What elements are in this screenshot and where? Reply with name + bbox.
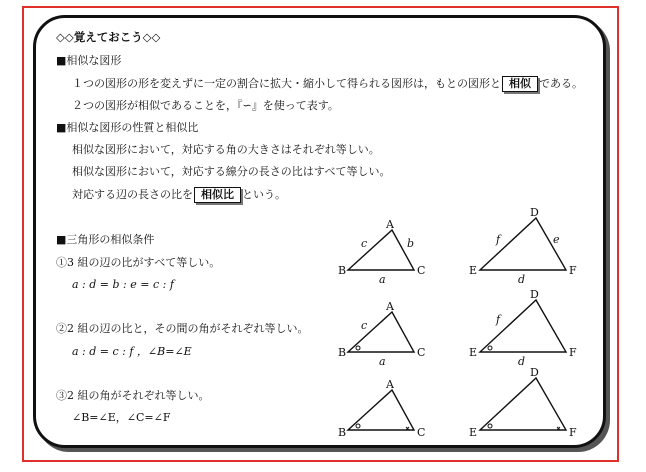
side-a-1: a bbox=[379, 273, 386, 286]
vertex-b-2: B bbox=[338, 346, 347, 359]
keyword-box-ratio: 相似比 bbox=[194, 187, 241, 203]
ratio-text: 対応する辺の長さの比を bbox=[72, 188, 193, 201]
side-f-2: f bbox=[496, 313, 501, 326]
definition-text: １つの図形の形を変えずに一定の割合に拡大・縮小して得られる図形は，もとの図形と bbox=[72, 77, 501, 90]
vertex-e-2: E bbox=[469, 346, 478, 359]
condition-1-formula: a : d = b : e = c : f bbox=[72, 278, 174, 291]
condition-1: ①3 組の辺の比がすべて等しい。 bbox=[56, 256, 221, 269]
property-segments: 相似な図形において，対応する線分の長さの比はすべて等しい。 bbox=[72, 165, 391, 178]
side-a-2: a bbox=[379, 355, 386, 368]
side-c-2: c bbox=[361, 319, 368, 332]
triangle-abc-1 bbox=[348, 230, 414, 270]
ratio-end: という。 bbox=[242, 188, 286, 201]
triangle-def-2 bbox=[480, 300, 566, 352]
vertex-c-3: C bbox=[417, 426, 426, 439]
condition-2: ②2 組の辺の比と，その間の角がそれぞれ等しい。 bbox=[56, 322, 309, 335]
side-d-1: d bbox=[518, 273, 526, 286]
vertex-e-3: E bbox=[469, 426, 478, 439]
heading-similar-figures: ■相似な図形 bbox=[56, 54, 122, 67]
vertex-d-1: D bbox=[530, 206, 539, 219]
vertex-a-1: A bbox=[386, 218, 394, 231]
side-d-2: d bbox=[518, 355, 526, 368]
vertex-f-1: F bbox=[569, 264, 577, 277]
vertex-c-2: C bbox=[417, 346, 426, 359]
vertex-b-3: B bbox=[338, 426, 347, 439]
side-c-1: c bbox=[361, 237, 368, 250]
vertex-f-3: F bbox=[569, 426, 577, 439]
vertex-d-3: D bbox=[530, 366, 539, 379]
property-angles: 相似な図形において，対応する角の大きさはそれぞれ等しい。 bbox=[72, 143, 380, 156]
vertex-f-2: F bbox=[569, 346, 577, 359]
angle-mark-e-3 bbox=[488, 424, 492, 428]
angle-mark-b-2 bbox=[356, 346, 360, 350]
heading-properties: ■相似な図形の性質と相似比 bbox=[56, 121, 199, 134]
heading-conditions: ■三角形の相似条件 bbox=[56, 233, 155, 246]
side-b-1: b bbox=[407, 237, 415, 250]
vertex-a-3: A bbox=[386, 378, 394, 391]
card-title: ◇◇覚えておこう◇◇ bbox=[56, 30, 161, 44]
angle-mark-b-3 bbox=[356, 424, 360, 428]
vertex-e-1: E bbox=[469, 264, 478, 277]
keyword-box-similar: 相似 bbox=[502, 76, 538, 92]
angle-mark-e-2 bbox=[488, 346, 492, 350]
vertex-d-2: D bbox=[530, 288, 539, 301]
side-e-1: e bbox=[553, 233, 560, 246]
condition-2-formula: a : d = c : f ，∠B=∠E bbox=[72, 345, 192, 358]
triangle-def-3 bbox=[480, 378, 566, 430]
vertex-a-2: A bbox=[386, 300, 394, 313]
side-f-1: f bbox=[496, 233, 501, 246]
condition-3-formula: ∠B=∠E，∠C=∠F bbox=[72, 411, 171, 424]
vertex-c-1: C bbox=[417, 264, 426, 277]
definition-end: である。 bbox=[539, 77, 583, 90]
condition-3: ③2 組の角がそれぞれ等しい。 bbox=[56, 389, 210, 402]
notation-line: ２つの図形が相似であることを，『∽』を使って表す。 bbox=[72, 99, 339, 112]
vertex-b-1: B bbox=[338, 264, 347, 277]
